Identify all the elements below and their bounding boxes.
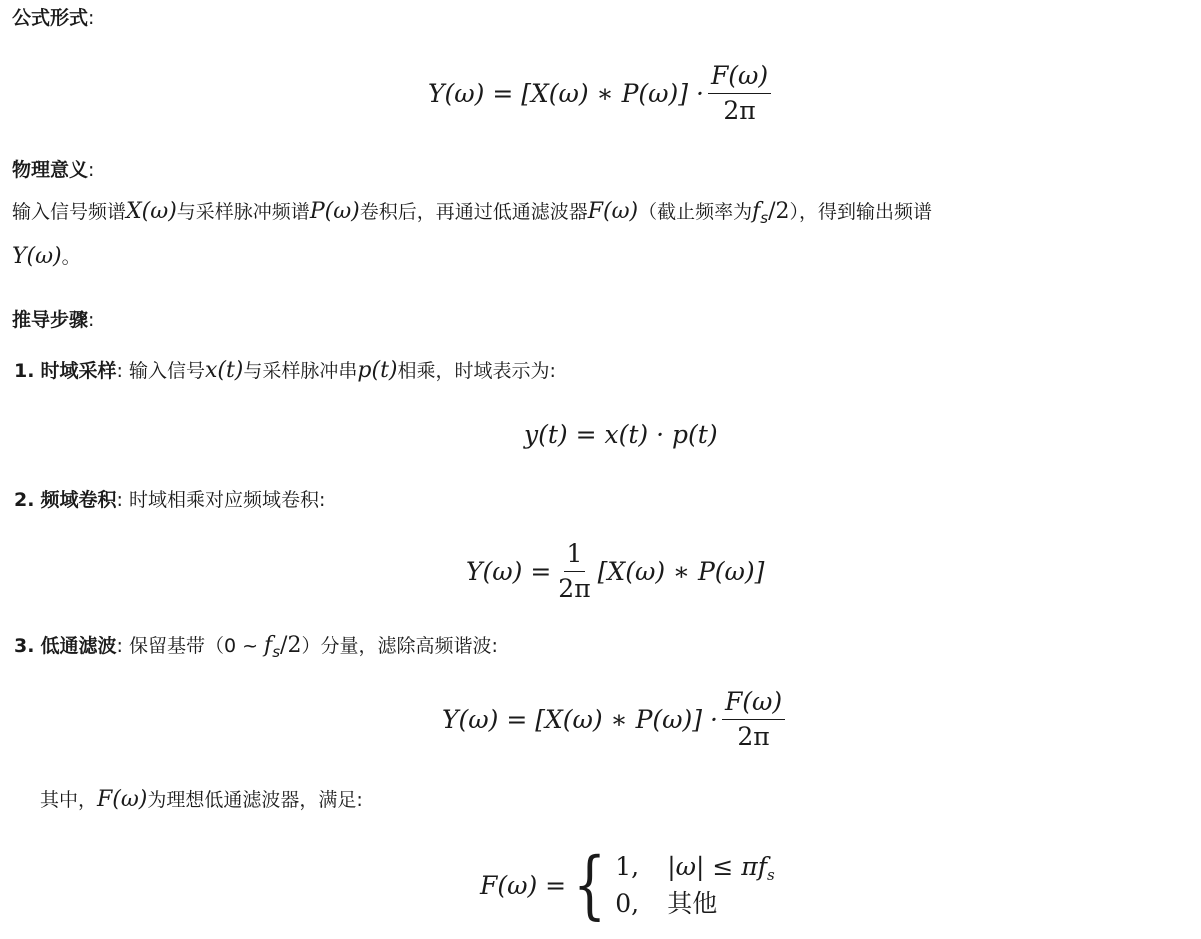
step-2-equation-lhs: Y(ω) = — [466, 556, 552, 586]
main-equation-numerator: F(ω) — [708, 61, 771, 94]
section-meaning-label: 物理意义 — [12, 159, 89, 181]
step-2 — [14, 486, 325, 514]
step-1-title: 时域采样 — [40, 360, 117, 382]
math-p-t: p(t) — [357, 358, 398, 383]
math-Y: Y(ω) — [12, 244, 62, 269]
math-f-tail: /2 — [768, 199, 790, 224]
step-3-equation — [442, 684, 789, 754]
step-3-equation-fraction — [722, 687, 785, 752]
section-meaning-heading — [12, 156, 94, 184]
meaning-text-4: （截止频率为 — [638, 201, 753, 223]
cases-row-2-value: 0, — [615, 888, 640, 918]
step-2-equation-numerator: 1 — [564, 539, 586, 572]
meaning-text-1: 输入信号频谱 — [12, 201, 127, 223]
cases-row-2 — [615, 887, 774, 921]
step-1-equation-text: y(t) = x(t) · p(t) — [524, 419, 718, 449]
section-steps-heading — [12, 306, 94, 334]
meaning-text-5: ），得到输出频谱 — [789, 201, 933, 223]
meaning-text-3: 卷积后，再通过低通滤波器 — [359, 201, 588, 223]
math-fs-sub: s — [272, 643, 281, 661]
math-F-note: F(ω) — [97, 787, 148, 812]
main-equation — [428, 58, 775, 128]
step-3-equation-numerator: F(ω) — [722, 687, 785, 720]
section-formula-label: 公式形式 — [12, 7, 89, 29]
step-3-title: 低通滤波 — [40, 635, 117, 657]
step-1-equation — [524, 414, 718, 454]
step-3-equation-lhs: Y(ω) = [X(ω) ∗ P(ω)] · — [442, 704, 718, 734]
step-2-text-1: : 时域相乘对应频域卷积: — [116, 489, 326, 511]
math-fs: f — [264, 633, 273, 658]
math-f-sub: s — [760, 209, 769, 227]
step-1-text-3: 相乘，时域表示为: — [397, 360, 556, 382]
cases-row-2-condition: 其他 — [667, 888, 718, 918]
step-3-text-2: ）分量，滤除高频谐波: — [301, 635, 498, 657]
math-x-t: x(t) — [204, 358, 244, 383]
cases-brace: { — [573, 842, 607, 928]
meaning-paragraph-line1 — [12, 198, 932, 227]
math-F: F(ω) — [587, 199, 639, 224]
math-fs-tail: /2 — [280, 633, 302, 658]
step-1-number: 1. — [14, 360, 35, 382]
math-P: P(ω) — [309, 199, 360, 224]
main-equation-denominator: 2π — [723, 95, 756, 125]
meaning-text-2: 与采样脉冲频谱 — [176, 201, 310, 223]
note-line — [40, 786, 363, 814]
meaning-text-6: 。 — [61, 246, 81, 268]
meaning-paragraph-line2 — [12, 243, 81, 271]
step-2-number: 2. — [14, 489, 35, 511]
cases-rows — [615, 850, 774, 921]
section-formula-colon: : — [88, 7, 95, 29]
step-3-number: 3. — [14, 635, 35, 657]
step-2-equation-rhs: [X(ω) ∗ P(ω)] — [597, 556, 765, 586]
step-2-title: 频域卷积 — [40, 489, 117, 511]
section-formula-heading — [12, 4, 94, 32]
cases-row-1-value: 1, — [615, 851, 640, 881]
step-2-equation-fraction — [555, 539, 593, 604]
step-3 — [14, 632, 498, 661]
note-text-2: 为理想低通滤波器，满足: — [147, 789, 363, 811]
main-equation-lhs: Y(ω) = [X(ω) ∗ P(ω)] · — [428, 78, 704, 108]
note-text-1: 其中， — [40, 789, 98, 811]
cases-row-1 — [615, 850, 774, 887]
cases-row-1-sub: s — [767, 865, 775, 884]
step-1 — [14, 357, 556, 385]
step-2-equation — [466, 536, 764, 606]
section-meaning-colon: : — [88, 159, 95, 181]
main-equation-fraction — [708, 61, 771, 126]
step-1-text-1: : 输入信号 — [116, 360, 205, 382]
step-2-equation-denominator: 2π — [558, 573, 591, 603]
step-1-text-2: 与采样脉冲串 — [243, 360, 358, 382]
math-f: f — [752, 199, 761, 224]
section-steps-label: 推导步骤 — [12, 309, 89, 331]
cases-row-1-condition: |ω| ≤ πf — [667, 851, 767, 881]
filter-cases-lhs: F(ω) = — [480, 870, 567, 900]
section-steps-colon: : — [88, 309, 95, 331]
step-3-text-1: : 保留基带（0 ~ — [116, 635, 265, 657]
filter-cases-equation — [480, 842, 775, 928]
step-3-equation-denominator: 2π — [737, 721, 770, 751]
math-X: X(ω) — [126, 199, 177, 224]
